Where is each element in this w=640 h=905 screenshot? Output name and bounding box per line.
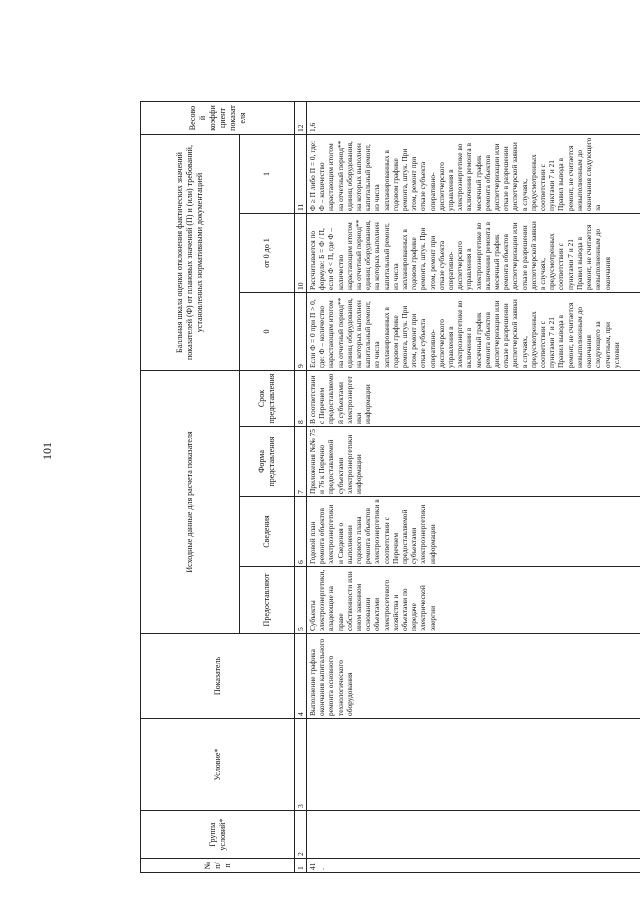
- col-number: 8: [295, 371, 307, 427]
- header-row-1: [141, 102, 240, 873]
- col-number: 2: [295, 811, 307, 859]
- header-score-0-1: от 0 до 1: [240, 214, 295, 293]
- row-indicator: Выполнение графика окончания капитального ремонта основного технологического оборудования: [307, 634, 640, 719]
- header-info: Сведения: [240, 497, 295, 567]
- header-score-0: 0: [240, 293, 295, 371]
- indicator-table: [140, 101, 640, 873]
- row-score-0: Если Ф = 0 при П > 0, где: Ф – количество нарастающим итогом на отчетный период** единиц оборудования, на которых выполнен капитальный ремонт, из числа запланированных в годовом графике ремонта, штук. При этом, ремонт при отказе субъекта оперативно-диспетчерского управления в электроэнергетике во включении в месячный график ремонта объектов диспетчеризации или отказе в разрешении диспетчерской заявки в случаях, предусмотренных соответствии с пунктами 7 и 21 Правил вывода в ремонт, не считается невыполненным до окончания следующего за отчетным, при условии: [307, 293, 640, 371]
- header-provides: Предоставляют: [240, 567, 295, 634]
- header-form: Форма представления: [240, 427, 295, 497]
- row-weight: 1,6: [307, 102, 640, 135]
- col-number: 3: [295, 719, 307, 811]
- row-condition: [307, 719, 640, 811]
- col-number: 6: [295, 497, 307, 567]
- col-number: 1: [295, 859, 307, 873]
- col-number: 12: [295, 102, 307, 135]
- header-num: № п/п: [141, 859, 295, 873]
- col-number: 10: [295, 214, 307, 293]
- col-number: 4: [295, 634, 307, 719]
- row-num: 41.: [307, 859, 640, 873]
- header-weight: Весовой коэффициент показателя: [141, 102, 295, 135]
- col-number: 9: [295, 293, 307, 371]
- row-group: [307, 811, 640, 859]
- header-indicator: Показатель: [141, 634, 295, 719]
- table-row: [307, 102, 640, 873]
- row-form: Приложения №№ 75 и 76 к Перечню предоставляемой субъектами электроэнергетики информации: [307, 427, 640, 497]
- header-condition: Условие*: [141, 719, 295, 811]
- column-number-row: [295, 102, 307, 873]
- row-score-1: Ф ≥ П либо П = 0, где: Ф – количество нарастающим итогом на отчетный период** единиц оборудования, на которых выполнен капитальный ремонт, из числа запланированных в годовом графике ремонта, штук. При этом, ремонт при отказе субъекта оперативно-диспетчерского управления в электроэнергетике во включении ремонта в месячный график ремонта объектов диспетчеризации или отказе в разрешении диспетчерской заявки в случаях, предусмотренных соответствии с пунктами 7 и 21 Правил вывода в ремонт, не считается невыполненным до окончания следующего за: [307, 135, 640, 214]
- row-term: В соответствии с Перечнем предоставляемой субъектами электроэнергетики информации: [307, 371, 640, 427]
- row-provides: Субъекты электроэнергетики, владеющие на праве собственности или ином законном основании объектами электросетевого хозяйства и объектами по передаче электрической энергии: [307, 567, 640, 634]
- row-info: Годовой план ремонта объектов электроэнергетики и Сведения о выполнении годового плана ремонта объектов электроэнергетики в соответствии с Перечнем предоставляемой субъектами электроэнергетики информации: [307, 497, 640, 567]
- col-number: 7: [295, 427, 307, 497]
- header-scale: Балльная шкала оценки отклонения фактических значений показателей (Ф) от плановых значений (П) и (или) требований, установленных нормативными документацией: [141, 135, 240, 371]
- header-group: Группа условий*: [141, 811, 295, 859]
- col-number: 11: [295, 135, 307, 214]
- col-number: 5: [295, 567, 307, 634]
- header-source-data: Исходные данные для расчета показателя: [141, 371, 240, 634]
- row-score-0-1: Рассчитывается по формуле: Б = Ф / П, если Ф < П, где Ф – количество нарастающим итогом на отчетный период** единиц оборудования, на которых выполнен капитальный ремонт, из числа запланированных в годовом графике ремонта, штук. При этом, ремонт при отказе субъекта оперативно-диспетчерского управления в электроэнергетике во включении ремонта в месячный график ремонта объектов диспетчеризации или отказе в разрешении диспетчерской заявки в случаях, предусмотренных соответствии с пунктами 7 и 21 Правил вывода в ремонт, не считается невыполненным до окончания: [307, 214, 640, 293]
- header-term: Срок представления: [240, 371, 295, 427]
- header-score-1: 1: [240, 135, 295, 214]
- page-number: 101: [40, 442, 54, 460]
